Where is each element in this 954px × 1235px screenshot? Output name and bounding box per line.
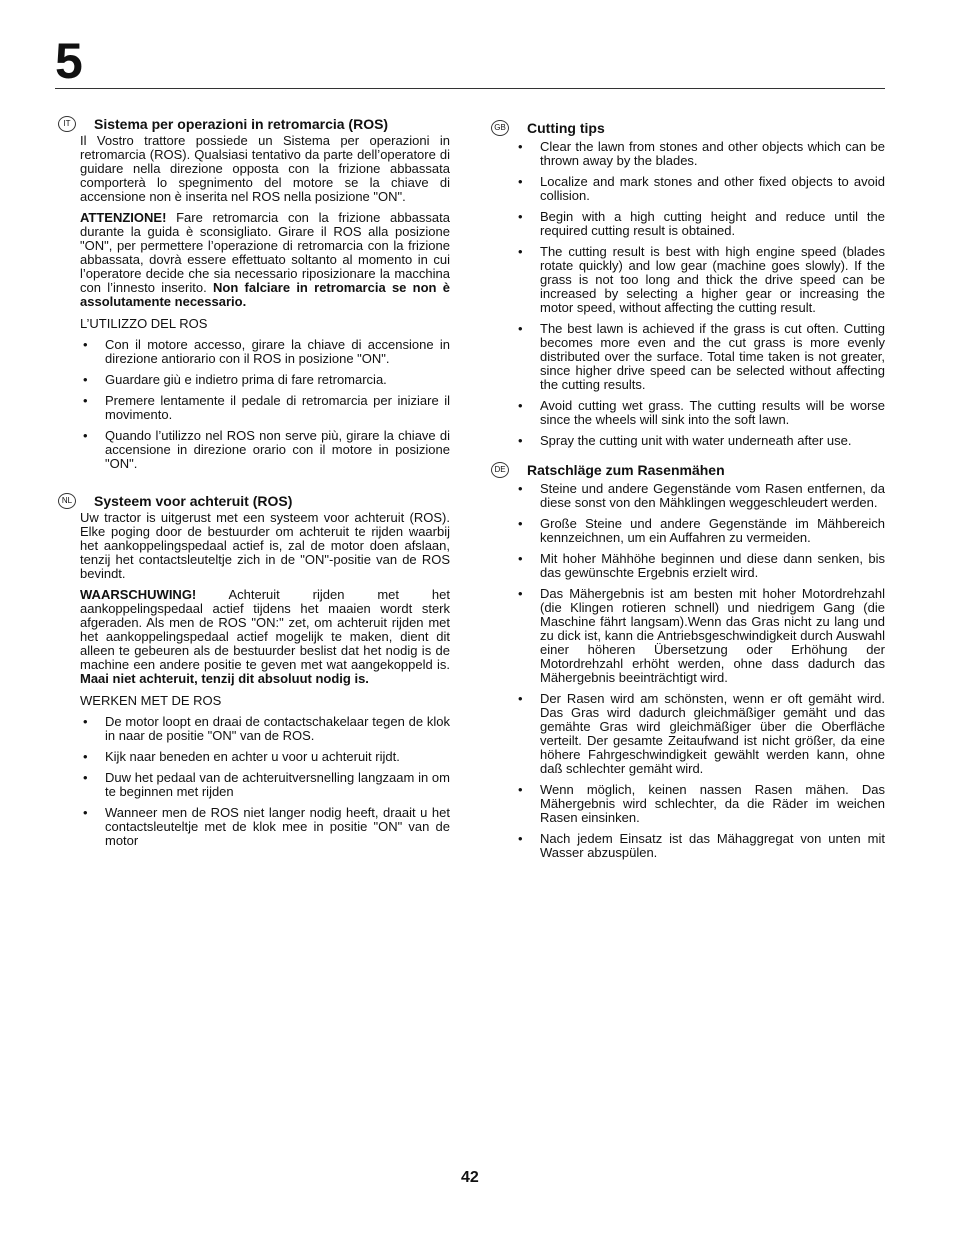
language-badge-de: DE (491, 462, 509, 478)
section-heading: Ratschläge zum Rasenmähen (527, 462, 725, 478)
tips-list (518, 140, 885, 448)
language-badge-nl: NL (58, 493, 76, 509)
list-item: • Große Steine und andere Gegenstände im Mähbereich kennzeichnen, um ein Auffahren zu vermeiden. (518, 517, 885, 545)
list-item: • Quando l’utilizzo nel ROS non serve più, girare la chiave di accensione in direzione orario con il motore in posizione "ON". (80, 429, 450, 471)
section-header (58, 493, 450, 509)
section-heading: Systeem voor achteruit (ROS) (94, 493, 293, 509)
list-item: • Con il motore accesso, girare la chiave di accensione in direzione antiorario con il ROS in posizione "ON". (80, 338, 450, 366)
chapter-number: 5 (55, 33, 83, 89)
section-heading: Cutting tips (527, 120, 605, 136)
list-item: • Der Rasen wird am schönsten, wenn er oft gemäht wird. Das Gras wird dadurch gleichmäßiger gemäht und das gemähte Gras wird gleichmäßiger über die Oberfläche verteilt. Der gesamte Zeitaufwand ist nicht größer, da eine höhere Fahrgeschwindigkeit gewählt werden kann, ohne daß schlechter gemäht wird. (518, 692, 885, 776)
right-column (491, 116, 885, 874)
warning-label: WAARSCHUWING! (80, 587, 197, 602)
warning-emphasis: Maai niet achteruit, tenzij dit absoluut nodig is. (80, 671, 369, 686)
instruction-list (80, 715, 450, 848)
list-item: • Kijk naar beneden en achter u voor u achteruit rijdt. (80, 750, 450, 764)
section-de (491, 462, 885, 860)
intro-paragraph: Uw tractor is uitgerust met een systeem voor achteruit (ROS). Elke poging door de bestuurder om achteruit te rijden waarbij het aankoppelingspedaal actief is, zal de motor doen afslaan, tenzij het contactsleuteltje zich in de "ON"-positie van de ROS bevindt. (80, 510, 450, 581)
list-item: • Wanneer men de ROS niet langer nodig heeft, draait u het contactsleuteltje met de klok mee in positie "ON" van de motor (80, 806, 450, 848)
language-badge-gb: GB (491, 120, 509, 136)
list-item: • Wenn möglich, keinen nassen Rasen mähen. Das Mähergebnis wird schlechter, da die Räder im weichen Rasen einsinken. (518, 783, 885, 825)
section-header (491, 462, 885, 478)
list-item: • Mit hoher Mähhöhe beginnen und diese dann senken, bis das gewünschte Ergebnis erzielt wird. (518, 552, 885, 580)
section-gb (491, 120, 885, 448)
warning-emphasis: Non falciare in retromarcia se non è assolutamente necessario. (80, 280, 450, 309)
subheading: L’UTILIZZO DEL ROS (80, 316, 208, 331)
subheading: WERKEN MET DE ROS (80, 693, 222, 708)
list-item: • Begin with a high cutting height and reduce until the required cutting result is obtained. (518, 210, 885, 238)
section-header (58, 116, 450, 132)
list-item: • The cutting result is best with high engine speed (blades rotate quickly) and low gear (machine goes slowly). If the grass is not too long and thick the drive speed can be increased by selecting a higher gear or increasing the motor speed, without affecting the cutting result. (518, 245, 885, 315)
warning-text: Fare retromarcia con la frizione abbassata durante la guida è sconsigliato. Girare il ROS alla posizione "ON", per permettere l’operazione di retromarcia con la frizione abbassata, dovrà essere effettuato soltanto al momento in cui l’operatore decide che sia necessario riposizionare la macchina con l’innesto inserito. (80, 210, 450, 295)
list-item: • De motor loopt en draai de contactschakelaar tegen de klok in naar de positie "ON" van de ROS. (80, 715, 450, 743)
list-item: • Localize and mark stones and other fixed objects to avoid collision. (518, 175, 885, 203)
section-header (491, 120, 885, 136)
warning-paragraph (80, 588, 450, 686)
list-item: • Guardare giù e indietro prima di fare retromarcia. (80, 373, 450, 387)
list-item: • Nach jedem Einsatz ist das Mähaggregat von unten mit Wasser abzuspülen. (518, 832, 885, 860)
page-number: 42 (461, 1169, 479, 1186)
section-nl (58, 493, 450, 848)
intro-paragraph: Il Vostro trattore possiede un Sistema per operazioni in retromarcia (ROS). Qualsiasi tentativo da parte dell’operatore di guidare nella direzione opposta con la frizione abbassata comporterà lo spegnimento del motore se la chiave di accensione non è inserita nel ROS nella posizione "ON". (80, 133, 450, 204)
instruction-list (80, 338, 450, 471)
language-badge-it: IT (58, 116, 76, 132)
list-item: • Clear the lawn from stones and other objects which can be thrown away by the blades. (518, 140, 885, 168)
tips-list (518, 482, 885, 860)
list-item: • Premere lentamente il pedale di retromarcia per iniziare il movimento. (80, 394, 450, 422)
section-heading: Sistema per operazioni in retromarcia (ROS) (94, 116, 389, 132)
list-item: • Duw het pedaal van de achteruitversnelling langzaam in om te beginnen met rijden (80, 771, 450, 799)
warning-paragraph (80, 211, 450, 309)
header-rule (55, 88, 885, 89)
list-item: • Das Mähergebnis ist am besten mit hoher Motordrehzahl (die Klingen rotieren schnell) und niedrigem Gang (die Maschine fährt langsam).Wenn das Gras nicht zu lang und zu dick ist, kann die Antriebsgeschwindigkeit durch Auswahl einer höheren Übersetzung oder Erhöhung der Motordrehzahl erhöht werden, ohne dass dadurch das Mähergebnis beeinträchtigt wird. (518, 587, 885, 685)
list-item: • Avoid cutting wet grass. The cutting results will be worse since the wheels will sink into the soft lawn. (518, 399, 885, 427)
list-item: • Spray the cutting unit with water underneath after use. (518, 434, 885, 448)
list-item: • Steine und andere Gegenstände vom Rasen entfernen, da diese sonst von den Mähklingen weggeschleudert werden. (518, 482, 885, 510)
warning-text: Achteruit rijden met het aankoppelingspedaal actief tijdens het maaien wordt sterk afgeraden. Als men de ROS "ON:" zet, om achteruit rijden met het aankoppelingspedaal actief mogelijk te maken, dient dit alleen te gebeuren als de bestuurder beslist dat het nodig is de machine een andere positie te geven met wat aangekoppeld is. (80, 587, 450, 672)
section-it (58, 116, 450, 471)
warning-label: ATTENZIONE! (80, 210, 167, 225)
list-item: • The best lawn is achieved if the grass is cut often. Cutting becomes more even and the cut grass is more evenly distributed over the surface. Total time taken is not greater, since higher drive speed can be selected without affecting the cutting results. (518, 322, 885, 392)
left-column (58, 116, 450, 870)
